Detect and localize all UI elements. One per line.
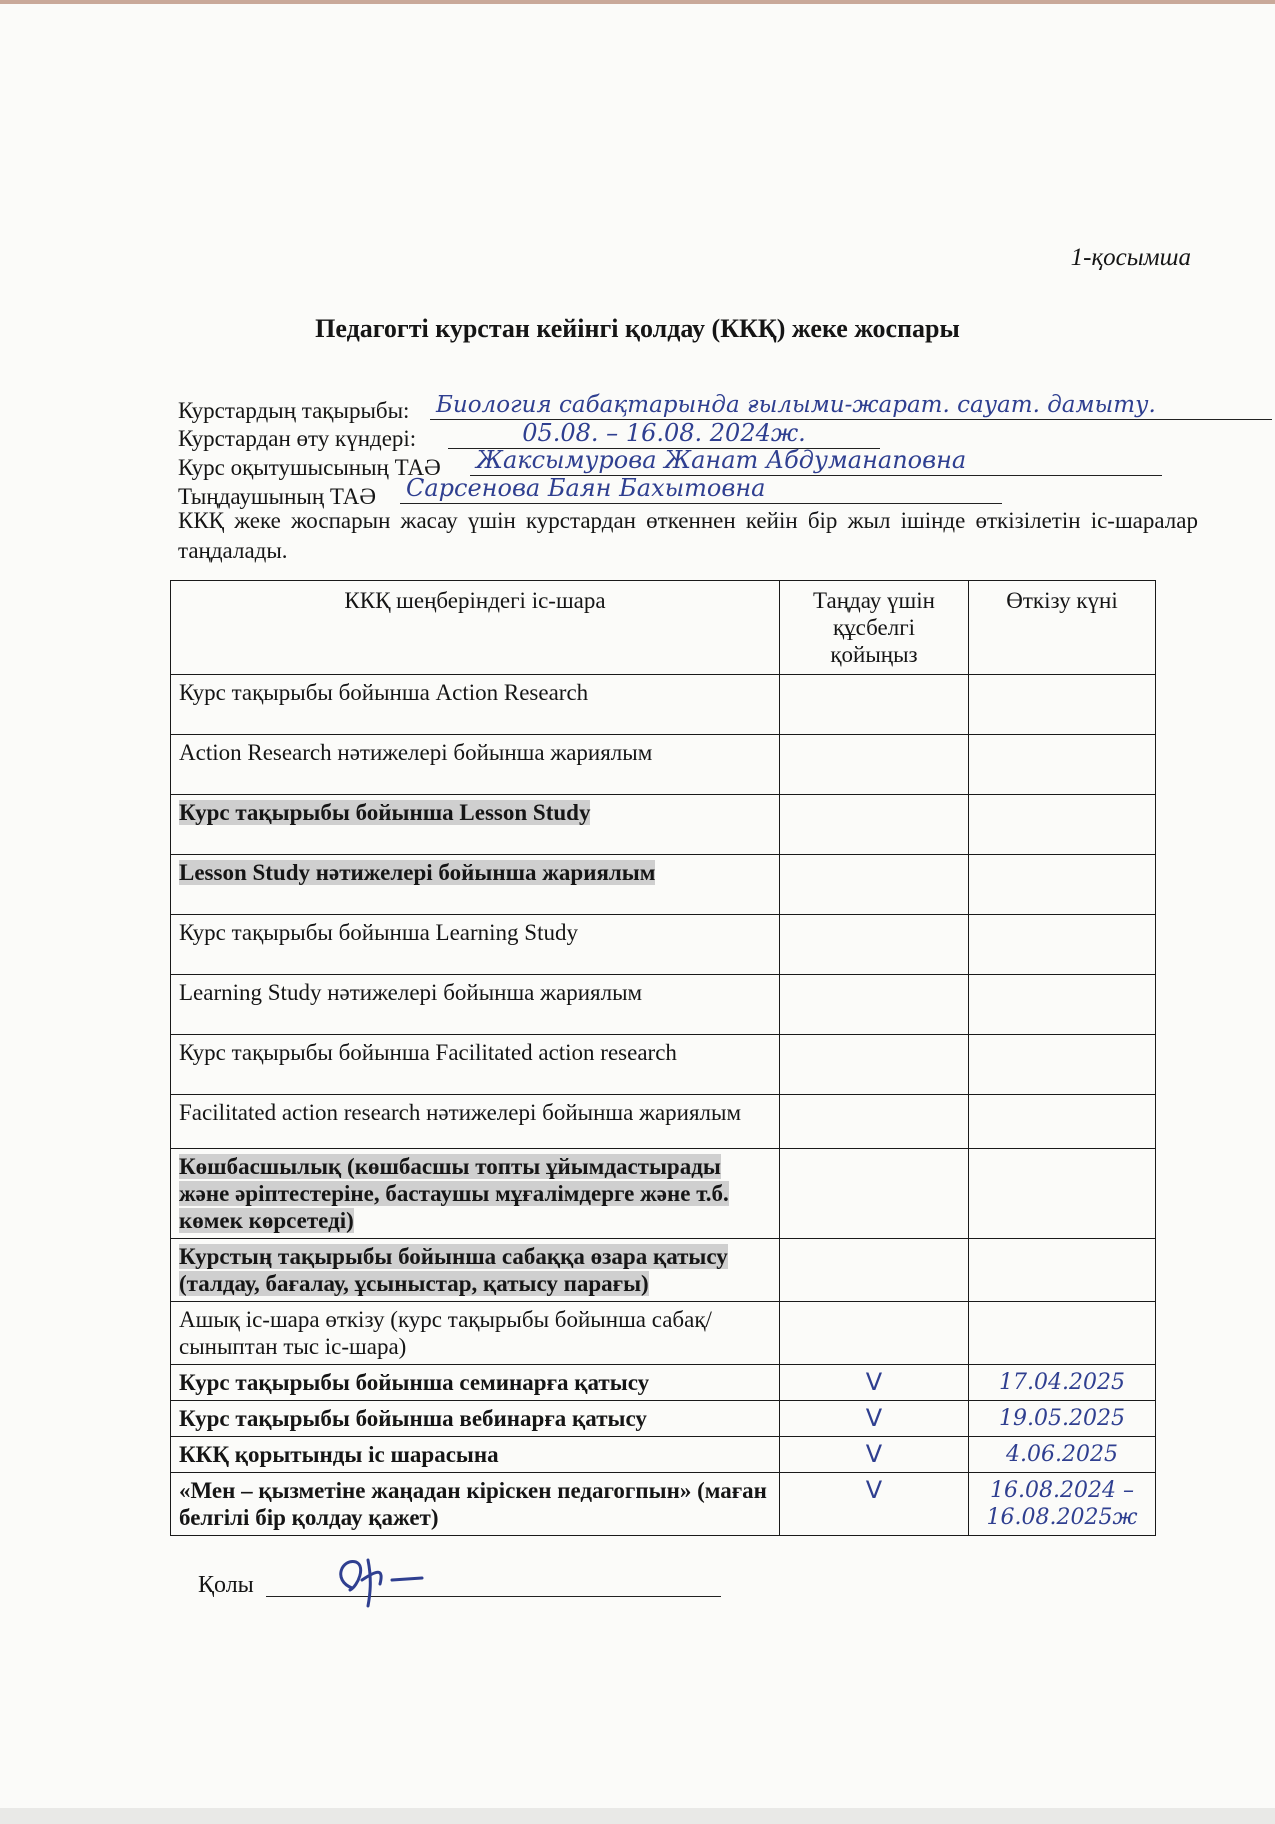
date-cell[interactable]: 19.05.2025 xyxy=(969,1401,1156,1437)
check-mark-cell[interactable] xyxy=(780,1035,969,1095)
date-cell[interactable] xyxy=(969,855,1156,915)
activity-label: Action Research нәтижелері бойынша жариялым xyxy=(179,740,653,765)
activity-label: «Мен – қызметіне жаңадан кіріскен педагогпын» (маған белгілі бір қолдау қажет) xyxy=(179,1478,767,1530)
table-row xyxy=(171,975,1156,1035)
activity-label: ККҚ қорытынды іс шарасына xyxy=(179,1442,499,1467)
check-mark-cell[interactable] xyxy=(780,1239,969,1302)
check-mark-cell[interactable] xyxy=(780,795,969,855)
activity-label: Ашық іс-шара өткізу (курс тақырыбы бойынша сабақ/сыныптан тыс іс-шара) xyxy=(179,1307,712,1359)
signature-label: Қолы xyxy=(198,1572,254,1598)
date-cell[interactable]: 4.06.2025 xyxy=(969,1437,1156,1473)
check-mark-cell[interactable] xyxy=(780,975,969,1035)
check-mark-cell[interactable]: V xyxy=(780,1437,969,1473)
activity-label: Курс тақырыбы бойынша Facilitated action research xyxy=(179,1040,677,1065)
table-row xyxy=(171,1365,1156,1401)
course-dates-label: Курстардан өту күндері: xyxy=(178,426,417,451)
header-date: Өткізу күні xyxy=(969,581,1156,675)
table-row xyxy=(171,735,1156,795)
date-cell[interactable] xyxy=(969,1035,1156,1095)
check-mark-cell[interactable] xyxy=(780,735,969,795)
activity-plan-table xyxy=(170,580,1156,1536)
date-cell[interactable] xyxy=(969,1302,1156,1365)
activity-label: Курс тақырыбы бойынша вебинарға қатысу xyxy=(179,1406,647,1431)
check-mark-cell[interactable] xyxy=(780,675,969,735)
course-teacher-label: Курс оқытушысының ТАӘ xyxy=(178,455,441,480)
date-cell[interactable] xyxy=(969,1149,1156,1239)
activity-label: Курстың тақырыбы бойынша сабаққа өзара қатысу (талдау, бағалау, ұсыныстар, қатысу парағы) xyxy=(179,1244,728,1296)
listener-label: Тыңдаушының ТАӘ xyxy=(178,484,377,509)
table-row xyxy=(171,1437,1156,1473)
activity-label: Курс тақырыбы бойынша Lesson Study xyxy=(179,800,591,825)
check-mark-cell[interactable] xyxy=(780,855,969,915)
date-cell[interactable] xyxy=(969,795,1156,855)
table-row xyxy=(171,1149,1156,1239)
date-cell[interactable] xyxy=(969,975,1156,1035)
activity-label: Facilitated action research нәтижелері бойынша жариялым xyxy=(179,1100,742,1125)
listener-value: Сарсенова Баян Бахытовна xyxy=(400,474,1002,504)
activity-label: Көшбасшылық (көшбасшы топты ұйымдастырады және әріптестеріне, бастаушы мұғалімдерге және т.б. көмек көрсетеді) xyxy=(179,1154,729,1233)
date-cell[interactable] xyxy=(969,675,1156,735)
course-teacher-value: Жаксымурова Жанат Абдуманаповна xyxy=(470,446,1162,476)
table-row xyxy=(171,675,1156,735)
check-mark-cell[interactable]: V xyxy=(780,1401,969,1437)
appendix-label: 1-қосымша xyxy=(1070,244,1191,271)
course-dates-row xyxy=(178,426,416,452)
header-activity: ККҚ шеңберіндегі іс-шара xyxy=(171,581,780,675)
table-row xyxy=(171,1095,1156,1149)
table-row xyxy=(171,1302,1156,1365)
date-cell[interactable] xyxy=(969,1095,1156,1149)
date-cell[interactable]: 16.08.2024 – 16.08.2025ж xyxy=(969,1473,1156,1536)
table-header-row xyxy=(171,581,1156,675)
check-mark-cell[interactable]: V xyxy=(780,1365,969,1401)
check-mark-cell[interactable]: V xyxy=(780,1473,969,1536)
check-mark-cell[interactable] xyxy=(780,1302,969,1365)
date-cell[interactable] xyxy=(969,1239,1156,1302)
table-row xyxy=(171,1239,1156,1302)
activity-label: Курс тақырыбы бойынша Action Research xyxy=(179,680,589,705)
course-topic-row xyxy=(178,398,409,424)
document-title: Педагогті курстан кейінгі қолдау (ККҚ) жеке жоспары xyxy=(315,314,960,343)
table-row xyxy=(171,855,1156,915)
handwritten-signature xyxy=(322,1540,442,1610)
date-cell[interactable] xyxy=(969,735,1156,795)
course-topic-value: Биология сабақтарында ғылыми-жарат. сауат. дамыту. xyxy=(430,392,1272,420)
table-row xyxy=(171,1035,1156,1095)
date-cell[interactable]: 17.04.2025 xyxy=(969,1365,1156,1401)
activity-label: Курс тақырыбы бойынша семинарға қатысу xyxy=(179,1370,650,1395)
check-mark-cell[interactable] xyxy=(780,1095,969,1149)
course-topic-label: Курстардың тақырыбы: xyxy=(178,398,410,423)
intro-paragraph: ККҚ жеке жоспарын жасау үшін курстардан өткеннен кейін бір жыл ішінде өткізілетін іс-шаралар таңдалады. xyxy=(178,508,1198,563)
table-row xyxy=(171,915,1156,975)
table-row xyxy=(171,1401,1156,1437)
activity-label: Lesson Study нәтижелері бойынша жариялым xyxy=(179,860,656,885)
check-mark-cell[interactable] xyxy=(780,1149,969,1239)
table-row xyxy=(171,1473,1156,1536)
header-mark: Таңдау үшін құсбелгі қойыңыз xyxy=(780,581,969,675)
activity-label: Learning Study нәтижелері бойынша жариялым xyxy=(179,980,643,1005)
table-row xyxy=(171,795,1156,855)
check-mark-cell[interactable] xyxy=(780,915,969,975)
date-cell[interactable] xyxy=(969,915,1156,975)
course-dates-value: 05.08. – 16.08. 2024ж. xyxy=(448,419,880,449)
activity-label: Курс тақырыбы бойынша Learning Study xyxy=(179,920,578,945)
